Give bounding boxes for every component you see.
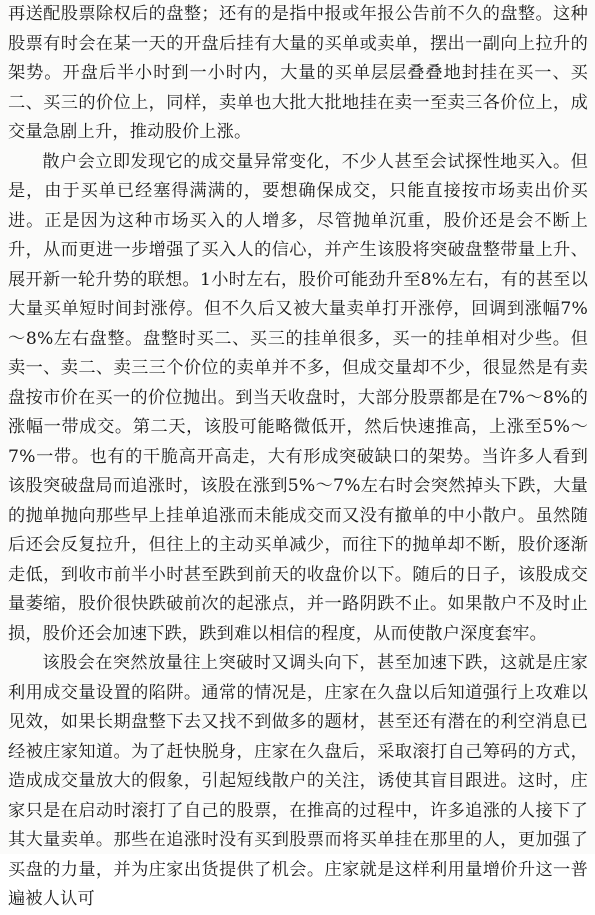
paragraph-retail-investors: 散户会立即发现它的成交量异常变化，不少人甚至会试探性地买入。但是，由于买单已经塞得满满的，要想确保成交，只能直接按市场卖出价买进。正是因为这种市场买入的人增多，尽管抛单沉重，股价还是会不断上升，从而更进一步增强了买入人的信心，并产生该股将突破盘整带量上升、展开新一轮升势的联想。1小时左右，股价可能劲升至8%左右，有的甚至以大量买单短时间封涨停。但不久后又被大量卖单打开涨停，回调到涨幅7%～8%左右盘整。盘整时买二、买三的挂单很多，买一的挂单相对少些。但卖一、卖二、卖三三个价位的卖单并不多，但成交量却不少，很显然是有卖盘按市价在买一的价位抛出。到当天收盘时，大部分股票都是在7%～8%的涨幅一带成交。第二天，该股可能略微低开，然后快速推高，上涨至5%～7%一带。也有的干脆高开高走，大有形成突破缺口的架势。当许多人看到该股突破盘局而追涨时，该股在涨到5%～7%左右时会突然掉头下跌，大量的抛单抛向那些早上挂单追涨而未能成交而又没有撤单的中小散户。虽然随后还会反复拉升，但往上的主动买单减少，而往下的抛单却不断，股价逐渐走低，到收市前半小时甚至跌到前天的收盘价以下。随后的日子，该股成交量萎缩，股价很快跌破前次的起涨点，并一路阴跌不止。如果散户不及时止损，股价还会加速下跌，跌到难以相信的程度，从而使散户深度套牢。 [8,151,588,644]
paragraph-continued: 再送配股票除权后的盘整；还有的是指中报或年报公告前不久的盘整。这种股票有时会在某一天的开盘后挂有大量的买单或卖单，摆出一副向上拉升的架势。开盘后半小时到一小时内，大量的买单层层叠叠地封挂在买一、买二、买三的价位上，同样，卖单也大批大批地挂在卖一至卖三各价位上，成交量急剧上升，推动股价上涨。 [8,4,588,142]
body-text [8,0,588,915]
paragraph-volume-trap: 该股会在突然放量往上突破时又调头向下，甚至加速下跌，这就是庄家利用成交量设置的陷阱。通常的情况是，庄家在久盘以后知道强行上攻难以见效，如果长期盘整下去又找不到做多的题材，甚至还有潜在的利空消息已经被庄家知道。为了赶快脱身，庄家在久盘后，采取滚打自己筹码的方式，造成成交量放大的假象，引起短线散户的关注，诱使其盲目跟进。这时，庄家只是在启动时滚打了自己的股票，在推高的过程中，许多追涨的人接下了其大量卖单。那些在追涨时没有买到股票而将买单挂在那里的人，更加强了买盘的力量，并为庄家出货提供了机会。庄家就是这样利用量增价升这一普遍被人认可 [8,653,588,909]
